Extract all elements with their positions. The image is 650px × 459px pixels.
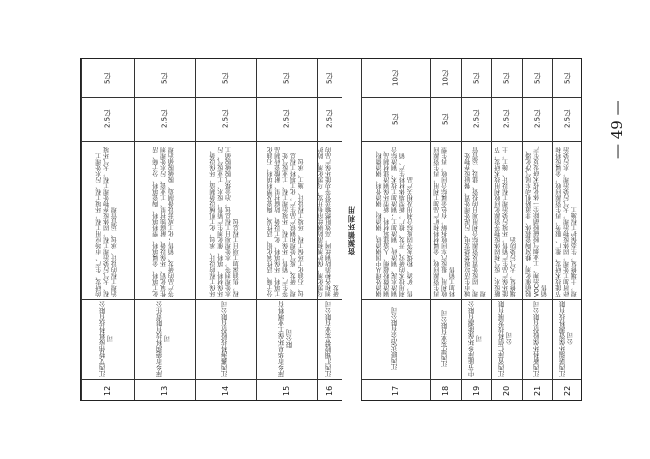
investment-value: 2.5亿 [160, 109, 169, 129]
output-value: 5亿 [472, 72, 481, 84]
investment-value: 2.5亿 [221, 109, 230, 129]
project-description: 节能技术研发、推广、服务，再生资源回收，金属废料和碎屑加工处理，固体废物治理，大气污染治理，水污染治理，土壤修复，生态保护工程施工 [555, 147, 579, 297]
project-description: 环保工程的设计、承包，化工机械设备制造，环保设备、环保材料、填料、催化剂生产销售，废水、工业废气、污水处理剂等，水处理项目工程总包，冶金煤气脱硫脱硝工程，焦油深加工项目工程总包 [209, 147, 241, 297]
output-value: 5亿 [533, 72, 542, 84]
project-description: 城市生活垃圾焚烧发电、污泥处理处置、餐厨废弃物处理、固废处置及资源综合利用项目的投资、建设、运营管理 [464, 147, 488, 297]
project-table [80, 58, 582, 401]
output-value: 5亿 [502, 72, 511, 84]
company-name: 江西萍实业有限公司 [441, 310, 449, 368]
project-description: 的研发、生产、市场应用工程，环境工程、污水处理工程、大气污染治理工程，固体废弃物处理工程，大气环境治理工程的设计、承包、运营管理 [95, 147, 119, 297]
row-number: 18 [441, 385, 450, 396]
output-value: 5亿 [325, 72, 334, 84]
output-value: 5亿 [563, 72, 572, 84]
company-name: 江西新科环保股份有限公司 [533, 301, 541, 377]
output-value: 10亿 [441, 70, 450, 86]
investment-value: 2.5亿 [472, 109, 481, 129]
company-name: 萍乡市华星环保工业填料有限公司 [278, 301, 294, 377]
company-name: 江西艾特伟废料科技有限公司 [99, 301, 115, 377]
company-name: 萍乡市德润科技有限责任公司 [156, 301, 172, 377]
investment-value: 2.5亿 [103, 109, 112, 129]
page-number: — 49 — [608, 100, 626, 160]
output-value: 5亿 [282, 72, 291, 84]
row-number: 20 [502, 385, 511, 396]
company-name: 中节能萍乡环保能源有限公司 [468, 301, 484, 377]
section-header: 资源循环利用 [342, 59, 361, 402]
project-description: 脱硝催化剂、蜂窝陶瓷载体、非道路机动车尾气净化器、VOC治理、工业烟气脱硫脱硝除尘一体化技术研发及生产销售 [525, 146, 549, 297]
row-number: 16 [325, 385, 334, 396]
company-name: 江西省萍仁信科技发展有限公司 [498, 301, 514, 377]
row-number: 17 [391, 385, 400, 396]
row-number: 21 [533, 385, 542, 396]
company-name: 江西鑫海科技股份有限公司 [221, 301, 229, 377]
investment-value: 2.5亿 [563, 109, 572, 129]
output-value: 5亿 [160, 72, 169, 84]
row-number: 15 [282, 385, 291, 396]
row-number: 22 [563, 385, 572, 396]
output-value: 5亿 [103, 72, 112, 84]
company-name: 江西联达冶金有限公司 [391, 307, 399, 371]
project-description: 糖废水、废气和固体废物等资源化回收利用技术研发，节能环保产品生产销售，环境污染治理工程设计、施工，土壤修复，大气污染防治 [494, 147, 518, 297]
row-number: 14 [221, 385, 230, 396]
row-number: 19 [472, 385, 481, 396]
investment-value: 5亿 [441, 113, 450, 125]
investment-value: 2.5亿 [282, 109, 291, 129]
investment-value: 5亿 [391, 113, 400, 125]
output-value: 5亿 [221, 72, 230, 84]
project-description: 乌黑化剂，保护剂和消防钢丝帘布开发，乌黑化剂，防护剂和各种消防钢丝网，高效阻燃输送带等功能环保产品的研发 [317, 147, 341, 297]
company-name: 江西汇翔胶带实业有限公司 [325, 301, 333, 377]
investment-value: 2.5亿 [533, 109, 542, 129]
investment-value: 2.5亿 [502, 109, 511, 129]
project-description: 钢渣处理从中国钢渣铁、钢渣粉、钢渣骨料、钢渣微粉、钢渣微粉超细、人造建筑材料、新型环保钢渣建材制品、钢渣水泥、钢渣砖、钢渣加工；钢渣加工技术、钢渣综合利用技术的研究、开发、推广，新型墙体材料生产、销售，矿渣、粉煤灰等固废综合利用及相关产品 [376, 147, 415, 297]
company-name: 江西诺瑞环保资源科技有限公司 [559, 301, 575, 377]
row-number: 12 [103, 385, 112, 396]
project-description: 分子筛、活性氧化铝、活性炭、陶瓷及塑料填料、石油化工填料、环保填料、化工设备、防腐衬里、耐酸瓷砖制品等生产、销售，环保工程、环境治理工程、工业废气处理、研发、废气处理和钢铁产品生产，化工填料工程总包、石油化工环保工程、环境工程设计、施工、承包 [267, 147, 306, 297]
row-number: 13 [160, 385, 169, 396]
investment-value: 2.5亿 [325, 109, 334, 129]
output-value: 10亿 [391, 70, 400, 86]
project-description: 化工填料、金属填料、塑料填料、陶瓷填料、分子筛、活性氧化铝、环保设备、耐腐蚀衬里、工业瓷、污水处理剂等产品的研发、销售；化工成套设备制造、脱硫脱硝治理 [152, 147, 176, 297]
project-description: 再生资源回收、金属材料和矿产品加工利用，再生资源回收利用、报废汽车回收拆解，有色金属综合回收，再生塑料加工销售 [433, 147, 457, 297]
